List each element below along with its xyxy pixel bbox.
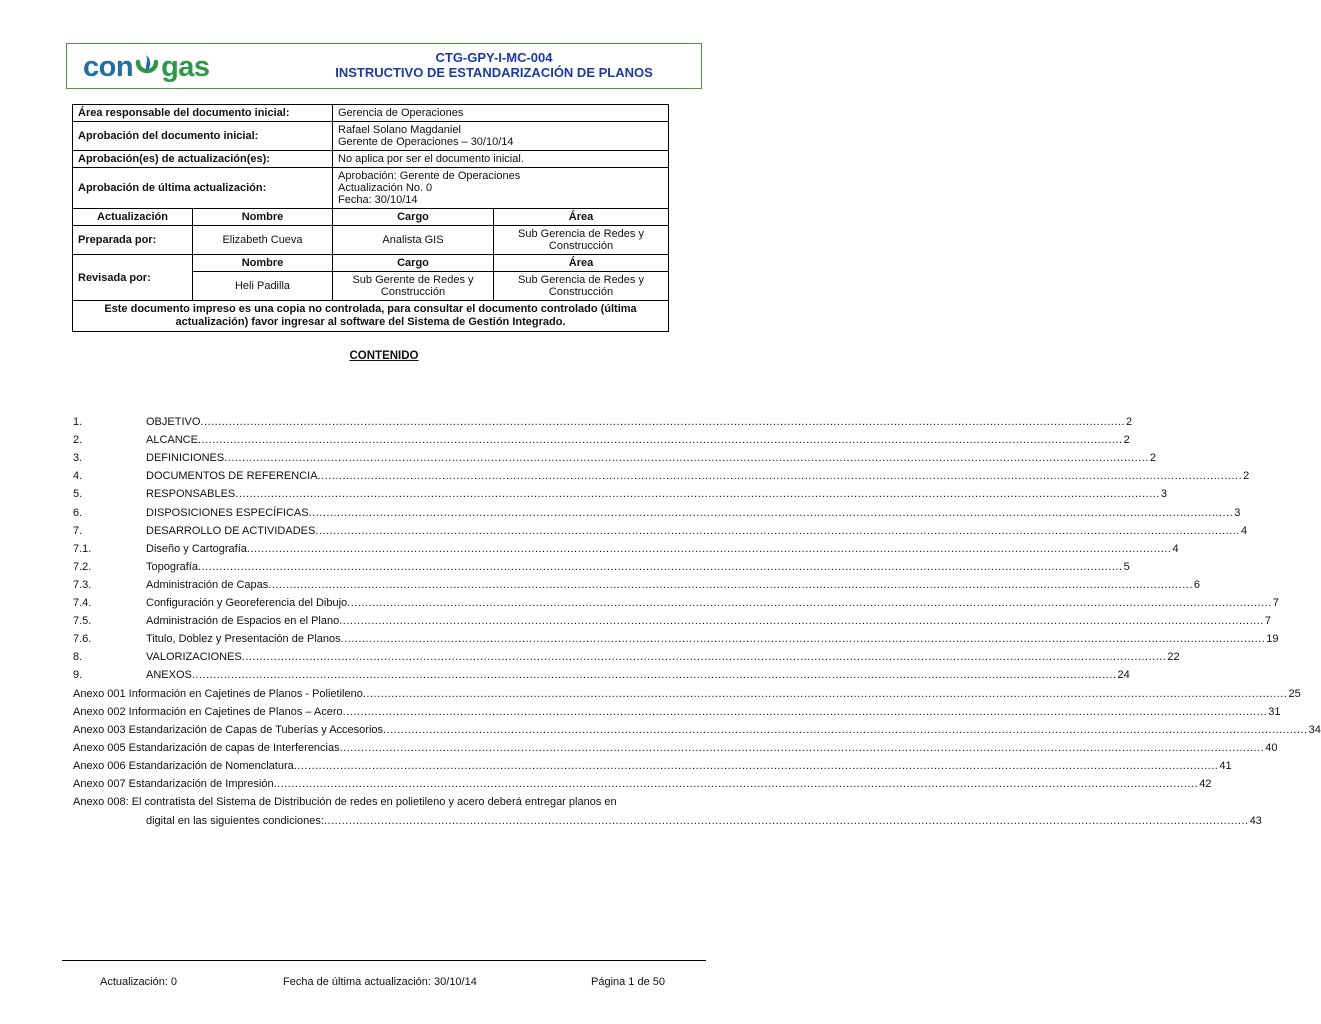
last-update-number: Actualización No. 0 — [338, 182, 433, 194]
last-update-value — [333, 168, 669, 209]
logo-text-con: con — [83, 50, 134, 83]
toc-entry-anexo-008-line2[interactable] — [73, 815, 1262, 829]
col-cargo: Cargo — [333, 209, 494, 226]
toc-entry-number: 7.3. — [73, 578, 92, 591]
toc-entry-line — [73, 778, 1212, 790]
toc-entry-title: DISPOSICIONES ESPECÍFICAS — [146, 506, 309, 519]
toc-entry[interactable] — [73, 470, 1250, 484]
reviewed-role: Sub Gerente de Redes y Construcción — [333, 272, 494, 301]
toc-entry-page: 24 — [1117, 669, 1130, 682]
table-header-row — [73, 255, 669, 272]
toc-leader-dots: .................................................................................................................................................................................................................................................................... — [224, 452, 1149, 465]
toc-entry-line — [146, 524, 1248, 537]
toc-entry-title: DOCUMENTOS DE REFERENCIA — [146, 470, 318, 483]
toc-leader-dots: .................................................................................................................................................................................................................................................................... — [340, 633, 1266, 646]
toc-leader-dots: .................................................................................................................................................................................................................................................................... — [317, 470, 1243, 483]
toc-entry-number: 4. — [73, 470, 83, 483]
toc-entry[interactable] — [73, 741, 1278, 756]
toc-entry-page: 2 — [1243, 470, 1250, 483]
update-approval-value: No aplica por ser el documento inicial. — [333, 151, 669, 168]
toc-entry-title: VALORIZACIONES — [146, 651, 242, 664]
toc-entry[interactable] — [73, 488, 1167, 502]
toc-entry-number: 1. — [73, 416, 83, 428]
toc-entry-line — [146, 470, 1250, 483]
toc-entry-page: 6 — [1193, 578, 1201, 591]
toc-entry-title: Topografía — [146, 560, 198, 573]
toc-entry[interactable] — [73, 542, 1179, 557]
toc-leader-dots: .................................................................................................................................................................................................................................................................... — [383, 723, 1308, 736]
toc-entry-title: digital en las siguientes condiciones: — [146, 815, 324, 828]
toc-entry-line — [146, 560, 1130, 573]
toc-entry[interactable] — [73, 615, 1271, 629]
prepared-name: Elizabeth Cueva — [193, 226, 333, 255]
toc-entry-page: 41 — [1219, 759, 1232, 772]
toc-entry-line — [146, 416, 1133, 428]
toc-entry[interactable] — [73, 578, 1201, 593]
toc-entry-line — [146, 633, 1279, 646]
col-nombre: Nombre — [193, 209, 333, 226]
table-row — [73, 122, 669, 151]
toc-entry-title: Anexo 006 Estandarización de Nomenclatura — [73, 759, 294, 772]
last-update-date: Fecha: 30/10/14 — [338, 194, 418, 206]
toc-entry-number: 7.1. — [73, 542, 92, 555]
toc-leader-dots: .................................................................................................................................................................................................................................................................... — [268, 578, 1193, 591]
approval-label: Aprobación del documento inicial: — [73, 122, 333, 151]
footer-version: Actualización: 0 — [100, 976, 178, 988]
toc-entry-number: 7. — [73, 524, 83, 537]
toc-entry-title: OBJETIVO — [146, 416, 201, 428]
toc-entry[interactable] — [73, 633, 1279, 647]
toc-entry-page: 40 — [1265, 741, 1278, 754]
toc-entry-page: 22 — [1167, 651, 1180, 664]
toc-leader-dots: .................................................................................................................................................................................................................................................................... — [362, 687, 1288, 700]
contents-heading: CONTENIDO — [349, 350, 419, 362]
approval-value — [333, 122, 669, 151]
toc-entry-number: 7.4. — [73, 597, 92, 609]
toc-entry-title: DESARROLLO DE ACTIVIDADES — [146, 524, 316, 537]
toc-leader-dots: .................................................................................................................................................................................................................................................................... — [246, 542, 1172, 555]
toc-entry-title: Titulo, Doblez y Presentación de Planos — [146, 633, 341, 646]
toc-entry[interactable] — [73, 705, 1281, 720]
table-row — [73, 226, 669, 255]
prepared-role: Analista GIS — [333, 226, 494, 255]
toc-entry-page: 25 — [1288, 687, 1301, 700]
toc-entry-line — [73, 723, 1321, 736]
document-header — [66, 43, 702, 89]
footer-divider — [62, 960, 706, 961]
table-header-row — [73, 209, 669, 226]
toc-entry-title: Diseño y Cartografía — [146, 542, 247, 555]
toc-entry[interactable] — [73, 560, 1130, 575]
toc-entry-number: 7.2. — [73, 560, 92, 573]
col-area-2: Área — [494, 255, 669, 272]
toc-leader-dots: .................................................................................................................................................................................................................................................................... — [347, 597, 1272, 609]
toc-leader-dots: .................................................................................................................................................................................................................................................................... — [191, 669, 1117, 682]
document-title-block — [287, 50, 701, 80]
toc-leader-dots: .................................................................................................................................................................................................................................................................... — [197, 434, 1123, 447]
toc-entry[interactable] — [73, 416, 1133, 430]
toc-entry[interactable] — [73, 434, 1130, 448]
document-info-table — [72, 104, 669, 332]
toc-leader-dots: .................................................................................................................................................................................................................................................................... — [339, 615, 1264, 628]
prepared-area: Sub Gerencia de Redes y Construcción — [494, 226, 669, 255]
toc-entry-title: Anexo 005 Estandarización de capas de Interferencias — [73, 741, 340, 754]
toc-entry-title: Anexo 002 Información en Cajetines de Planos – Acero — [73, 705, 343, 718]
toc-entry[interactable] — [73, 687, 1301, 702]
toc-entry-number: 3. — [73, 452, 83, 465]
toc-entry-line — [146, 578, 1201, 591]
toc-entry-page: 7 — [1272, 597, 1279, 609]
toc-entry-page: 3 — [1234, 506, 1241, 519]
toc-entry-number: 7.5. — [73, 615, 92, 628]
toc-entry-page: 7 — [1264, 615, 1271, 628]
toc-entry-title: DEFINICIONES — [146, 452, 225, 465]
toc-entry-title: Anexo 007 Estandarización de Impresión — [73, 778, 274, 790]
toc-entry-line — [146, 506, 1241, 519]
toc-leader-dots: .................................................................................................................................................................................................................................................................... — [308, 506, 1234, 519]
toc-entry-line — [146, 815, 1262, 828]
toc-entry[interactable] — [73, 524, 1248, 539]
toc-entry-title: Administración de Espacios en el Plano — [146, 615, 340, 628]
toc-entry-line — [146, 597, 1279, 609]
toc-leader-dots: .................................................................................................................................................................................................................................................................... — [273, 778, 1199, 790]
update-approval-label: Aprobación(es) de actualización(es): — [73, 151, 333, 168]
toc-entry[interactable] — [73, 778, 1212, 792]
toc-entry-line — [146, 488, 1167, 501]
reviewed-name: Heli Padilla — [193, 272, 333, 301]
uncontrolled-copy-note: Este documento impreso es una copia no controlada, para consultar el documento controlado (última actualización) favor ingresar al software del Sistema de Gestión Integrado. — [73, 301, 669, 332]
toc-entry-line — [146, 434, 1130, 447]
toc-leader-dots: .................................................................................................................................................................................................................................................................... — [293, 759, 1219, 772]
reviewed-area: Sub Gerencia de Redes y Construcción — [494, 272, 669, 301]
approver-name: Rafael Solano Magdaniel — [338, 124, 461, 136]
toc-entry-title: Anexo 001 Información en Cajetines de Planos - Polietileno — [73, 687, 363, 700]
toc-entry-page: 42 — [1199, 778, 1212, 790]
toc-entry-line — [73, 705, 1281, 718]
toc-leader-dots: .................................................................................................................................................................................................................................................................... — [235, 488, 1160, 501]
toc-entry-title: RESPONSABLES — [146, 488, 236, 501]
toc-entry-line — [146, 452, 1156, 465]
toc-entry-line — [146, 542, 1179, 555]
toc-entry-page: 2 — [1126, 416, 1133, 428]
toc-entry-line — [146, 669, 1130, 682]
table-row — [73, 301, 669, 332]
toc-leader-dots: .................................................................................................................................................................................................................................................................... — [323, 815, 1249, 828]
toc-entry-number: 7.6. — [73, 633, 92, 646]
toc-entry[interactable] — [73, 651, 1180, 665]
reviewed-label: Revisada por: — [73, 255, 193, 301]
toc-entry-title: Configuración y Georeferencia del Dibujo — [146, 597, 348, 609]
area-value: Gerencia de Operaciones — [333, 105, 669, 122]
toc-entry-page: 43 — [1249, 815, 1262, 828]
toc-entry-title: Administración de Capas — [146, 578, 269, 591]
logo-flame-icon — [134, 52, 160, 82]
footer-page: Página 1 de 50 — [591, 976, 666, 988]
toc-entry-page: 2 — [1123, 434, 1130, 447]
toc-entry[interactable] — [73, 759, 1232, 774]
toc-entry-line — [73, 759, 1232, 772]
toc-entry-number: 6. — [73, 506, 83, 519]
toc-entry[interactable] — [73, 597, 1279, 611]
last-update-approval: Aprobación: Gerente de Operaciones — [338, 170, 521, 182]
toc-entry-number: 5. — [73, 488, 83, 501]
toc-leader-dots: .................................................................................................................................................................................................................................................................... — [315, 524, 1240, 537]
col-cargo-2: Cargo — [333, 255, 494, 272]
toc-entry-line — [73, 741, 1278, 754]
toc-entry-number: 2. — [73, 434, 83, 447]
toc-leader-dots: .................................................................................................................................................................................................................................................................... — [241, 651, 1167, 664]
toc-entry[interactable] — [73, 669, 1130, 683]
toc-entry-title: ANEXOS — [146, 669, 192, 682]
toc-entry-page: 2 — [1149, 452, 1156, 465]
prepared-label: Preparada por: — [73, 226, 193, 255]
last-update-label: Aprobación de última actualización: — [73, 168, 333, 209]
toc-entry-page: 5 — [1123, 560, 1130, 573]
toc-leader-dots: .................................................................................................................................................................................................................................................................... — [339, 741, 1265, 754]
area-label: Área responsable del documento inicial: — [73, 105, 333, 122]
toc-entry-number: 9. — [73, 669, 83, 682]
toc-entry-page: 34 — [1308, 723, 1321, 736]
toc-entry-title: Anexo 008: El contratista del Sistema de Distribución de redes en polietileno y acero deberá entregar planos en — [73, 796, 617, 809]
toc-entry-line — [73, 687, 1301, 700]
logo-text-gas: gas — [161, 50, 210, 83]
toc-entry-page: 19 — [1266, 633, 1279, 646]
col-actualizacion: Actualización — [73, 209, 193, 226]
toc-entry-page: 4 — [1240, 524, 1248, 537]
toc-entry[interactable] — [73, 452, 1156, 466]
toc-entry-title: Anexo 003 Estandarización de Capas de Tuberías y Accesorios — [73, 723, 384, 736]
toc-entry-anexo-008-line1[interactable] — [73, 796, 693, 810]
toc-leader-dots: .................................................................................................................................................................................................................................................................... — [200, 416, 1126, 428]
document-code: CTG-GPY-I-MC-004 — [435, 50, 553, 65]
toc-entry-page: 3 — [1160, 488, 1167, 501]
toc-leader-dots: .................................................................................................................................................................................................................................................................... — [197, 560, 1123, 573]
col-nombre-2: Nombre — [193, 255, 333, 272]
toc-entry-number: 8. — [73, 651, 83, 664]
contugas-logo — [83, 51, 210, 83]
col-area: Área — [494, 209, 669, 226]
toc-entry-line — [146, 651, 1180, 664]
footer-date: Fecha de última actualización: 30/10/14 — [283, 976, 477, 988]
toc-entry-line — [146, 615, 1271, 628]
table-row — [73, 168, 669, 209]
toc-entry-title: ALCANCE — [146, 434, 198, 447]
table-row — [73, 151, 669, 168]
toc-leader-dots: .................................................................................................................................................................................................................................................................... — [342, 705, 1268, 718]
toc-entry-page: 31 — [1268, 705, 1281, 718]
toc-entry-page: 4 — [1172, 542, 1179, 555]
toc-entry[interactable] — [73, 723, 1321, 738]
document-title: INSTRUCTIVO DE ESTANDARIZACIÓN DE PLANOS — [335, 65, 653, 80]
toc-entry[interactable] — [73, 506, 1241, 521]
approver-role: Gerente de Operaciones – 30/10/14 — [338, 136, 514, 148]
table-row — [73, 105, 669, 122]
